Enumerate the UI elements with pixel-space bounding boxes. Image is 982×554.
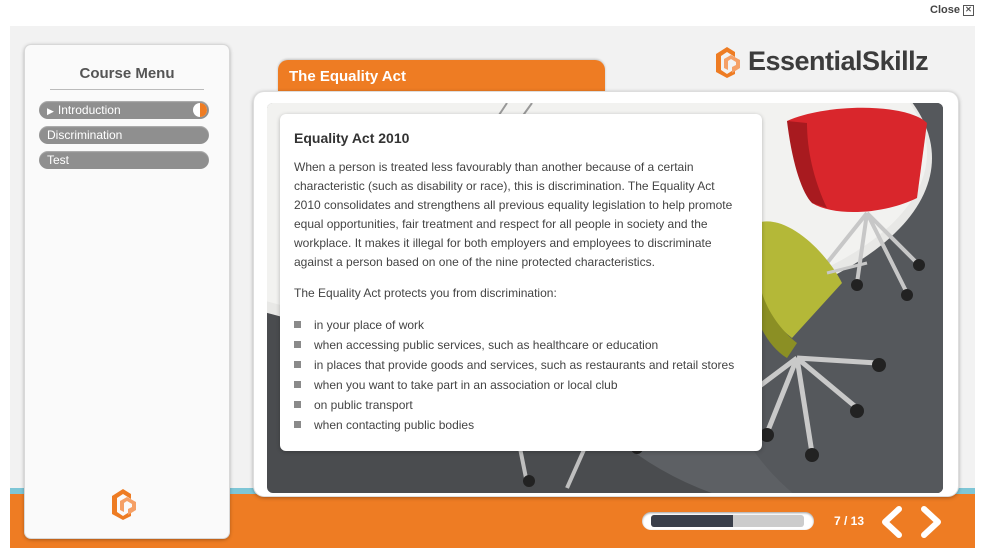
list-item — [294, 357, 734, 377]
protection-list — [294, 317, 734, 437]
list-item-text: in places that provide goods and services, such as restaurants and retail stores — [314, 358, 735, 372]
section-progress-fill — [200, 103, 207, 117]
menu-item-label: Discrimination — [47, 128, 123, 142]
chevron-left-icon — [878, 506, 906, 538]
list-item — [294, 417, 734, 437]
next-page-button[interactable] — [917, 506, 945, 538]
close-box-icon: ✕ — [963, 5, 974, 16]
content-heading: Equality Act 2010 — [294, 130, 410, 146]
menu-item-discrimination[interactable] — [39, 126, 209, 144]
content-intro: The Equality Act protects you from discrimination: — [294, 286, 557, 300]
bullet-square-icon — [294, 401, 301, 408]
list-item-text: when accessing public services, such as healthcare or education — [314, 338, 659, 352]
close-label: Close — [930, 4, 960, 16]
section-progress-icon — [193, 103, 207, 117]
course-stage — [10, 26, 975, 548]
brand-name: EssentialSkillz — [748, 45, 929, 76]
slide-title: The Equality Act — [289, 68, 406, 85]
list-item-text: on public transport — [314, 398, 413, 412]
menu-item-label: Introduction — [57, 103, 121, 117]
close-button[interactable] — [930, 4, 974, 16]
course-menu-panel — [25, 45, 229, 538]
list-item-text: in your place of work — [314, 318, 425, 332]
brand-mark-icon — [109, 486, 139, 525]
list-item — [294, 377, 734, 397]
bullet-square-icon — [294, 421, 301, 428]
list-item-text: when you want to take part in an association or local club — [314, 378, 618, 392]
slide-title-tab — [278, 60, 605, 92]
list-item-text: when contacting public bodies — [314, 418, 475, 432]
course-progress-bar — [642, 512, 814, 530]
previous-page-button[interactable] — [878, 506, 906, 538]
list-item — [294, 317, 734, 337]
list-item — [294, 337, 734, 357]
course-menu-title: Course Menu — [79, 65, 175, 82]
bullet-square-icon — [294, 341, 301, 348]
progress-fill — [651, 515, 733, 527]
play-arrow-icon: ▶ — [47, 106, 54, 116]
content-card — [280, 114, 762, 451]
menu-divider — [50, 89, 204, 90]
bullet-square-icon — [294, 321, 301, 328]
chevron-right-icon — [917, 506, 945, 538]
menu-item-label: Test — [47, 153, 70, 167]
progress-track — [651, 515, 804, 527]
content-paragraph: When a person is treated less favourably than another because of a certain characteristic (such as disability or race), this is discrimination. The Equality Act 2010 consolidates and strengthens all previous equality legislation to help promote equal opportunities, fair treatment and respect for all people in society and the workplace. It makes it illegal for both employers and employees to discriminate against a person based on one of the nine protected characteristics. — [294, 160, 733, 269]
essentialskillz-logo-icon — [713, 44, 743, 78]
page-counter: 7 / 13 — [834, 514, 865, 528]
brand-logo — [713, 44, 928, 78]
bullet-square-icon — [294, 361, 301, 368]
list-item — [294, 397, 734, 417]
slide-content-frame — [254, 92, 958, 496]
menu-item-test[interactable] — [39, 151, 209, 169]
bullet-square-icon — [294, 381, 301, 388]
menu-item-introduction[interactable] — [39, 101, 209, 119]
